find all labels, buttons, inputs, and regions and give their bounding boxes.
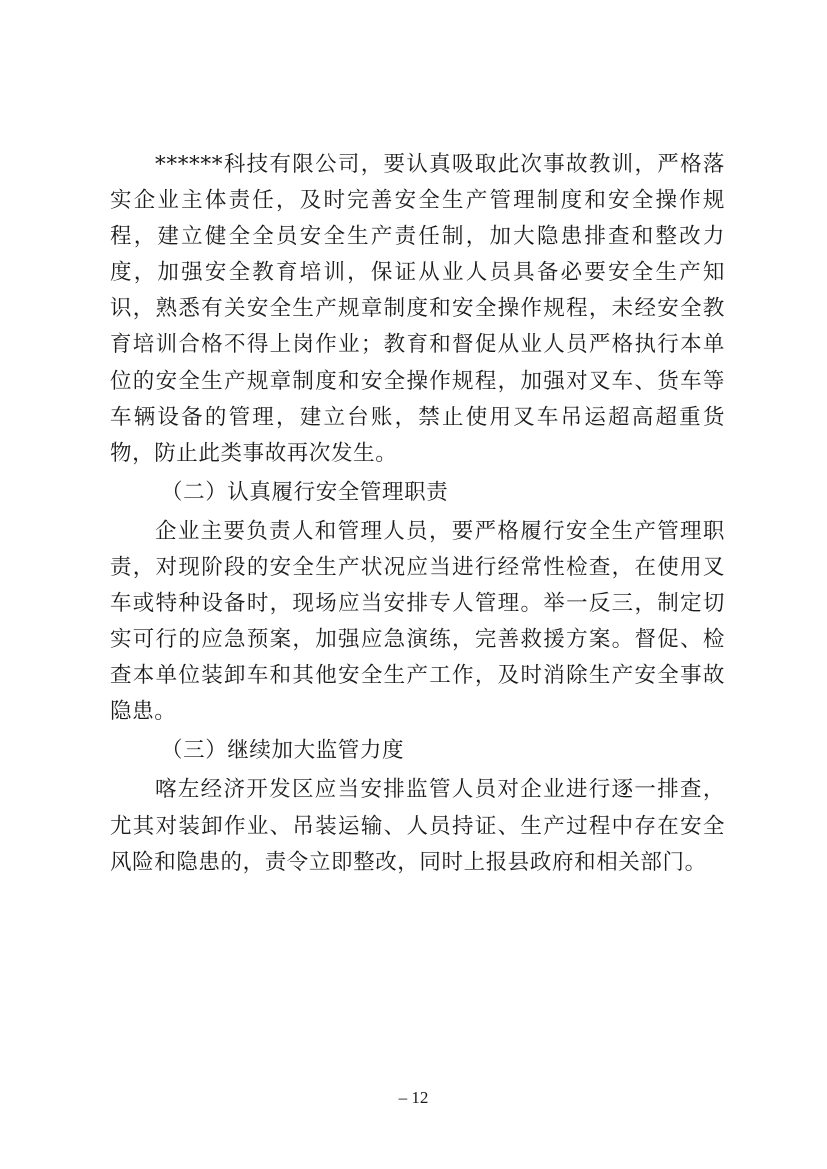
page-number: – 12 <box>398 1088 429 1107</box>
heading-supervision: （三）继续加大监管力度 <box>161 738 405 764</box>
document-body <box>110 147 725 881</box>
paragraph-management-duties: 企业主要负责人和管理人员，要严格履行安全生产管理职责，对现阶段的安全生产状况应当进行经常性检查，在使用叉车或特种设备时，现场应当安排专人管理。举一反三，制定切实可行的应急预案，加强应急演练，完善救援方案。督促、检查本单位装卸车和其他安全生产工作，及时消除生产安全事故隐患。 <box>110 518 725 725</box>
paragraph-supervision: 喀左经济开发区应当安排监管人员对企业进行逐一排查，尤其对装卸作业、吊装运输、人员持证、生产过程中存在安全风险和隐患的，责令立即整改，同时上报县政府和相关部门。 <box>110 777 725 875</box>
heading-management-duties: （二）认真履行安全管理职责 <box>161 479 449 505</box>
paragraph-enterprise-responsibility: ******科技有限公司，要认真吸取此次事故教训，严格落实企业主体责任，及时完善安全生产管理制度和安全操作规程，建立健全全员安全生产责任制，加大隐患排查和整改力度，加强安全教育培训，保证从业人员具备必要安全生产知识，熟悉有关安全生产规章制度和安全操作规程，未经安全教育培训合格不得上岗作业；教育和督促从业人员严格执行本单位的安全生产规章制度和安全操作规程，加强对叉车、货车等车辆设备的管理，建立台账，禁止使用叉车吊运超高超重货物，防止此类事故再次发生。 <box>110 152 725 466</box>
